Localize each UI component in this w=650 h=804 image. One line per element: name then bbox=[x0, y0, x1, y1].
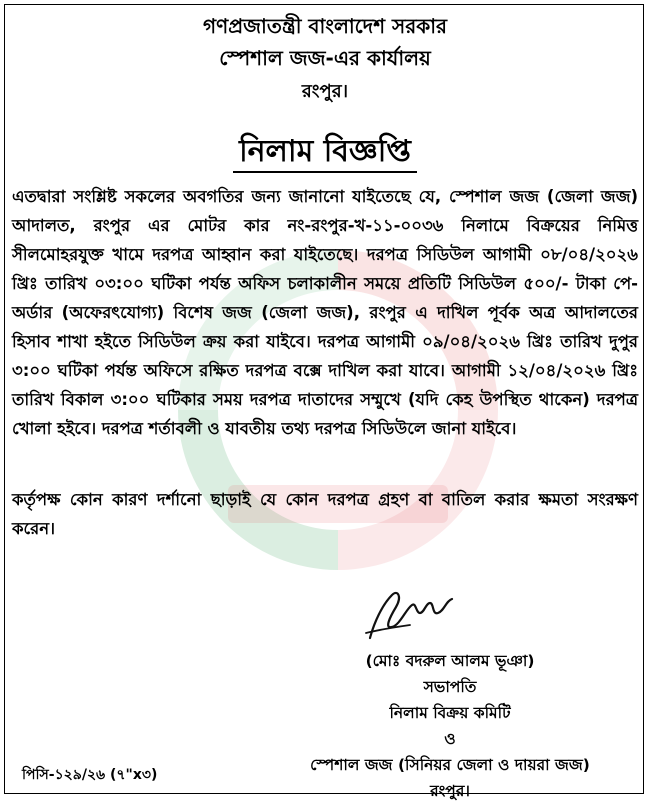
notice-title-text: নিলাম বিজ্ঞপ্তি bbox=[233, 134, 417, 173]
government-name: গণপ্রজাতন্ত্রী বাংলাদেশ সরকার bbox=[203, 14, 447, 38]
notice-title bbox=[0, 127, 650, 178]
office-location: রংপুর। bbox=[301, 81, 349, 102]
publication-code: পিসি-১২৯/২৬ (৭"x৩) bbox=[22, 767, 158, 783]
signatory-block bbox=[260, 648, 640, 804]
notice-paragraph-main: এতদ্বারা সংশ্লিষ্ট সকলের অবগতির জন্য জানানো যাইতেছে যে, স্পেশাল জজ (জেলা জজ) আদালত, রংপুর এর মোটর কার নং-রংপুর-খ-১১-০০৩৬ নিলামে বিক্রয়ের নিমিত্ত সীলমোহরযুক্ত খামে দরপত্র আহ্বান করা যাইতেছে। দরপত্র সিডিউল আগামী ০৮/০৪/২০২৬ খ্রিঃ তারিখ ০৩:০০ ঘটিকা পর্যন্ত অফিস চলাকালীন সময়ে প্রতিটি সিডিউল ৫০০/- টাকা পে-অর্ডার (অফেরৎযোগ্য) বিশেষ জজ (জেলা জজ), রংপুর এ দাখিল পূর্বক অত্র আদালতের হিসাব শাখা হইতে সিডিউল ক্রয় করা যাইবে। দরপত্র আগামী ০৯/০৪/২০২৬ খ্রিঃ তারিখ দুপুর ৩:০০ ঘটিকা পর্যন্ত অফিসে রক্ষিত দরপত্র বক্সে দাখিল করা যাবে। আগামী ১২/০৪/২০২৬ খ্রিঃ তারিখ বিকাল ৩:০০ ঘটিকার সময় দরপত্র দাতাদের সম্মুখে (যদি কেহ উপস্থিত থাকেন) দরপত্র খোলা হইবে। দরপত্র শর্তাবলী ও যাবতীয় তথ্য দরপত্র সিডিউলে জানা যাইবে। bbox=[12, 187, 638, 438]
signatory-designation: স্পেশাল জজ (সিনিয়র জেলা ও দায়রা জজ) bbox=[310, 756, 590, 774]
signatory-place: রংপুর। bbox=[430, 782, 470, 800]
signature-mark bbox=[362, 583, 472, 645]
signatory-role: সভাপতি bbox=[423, 678, 477, 696]
signatory-conjunction: ও bbox=[444, 730, 456, 748]
office-name: স্পেশাল জজ-এর কার্যালয় bbox=[219, 46, 431, 70]
signatory-committee: নিলাম বিক্রয় কমিটি bbox=[389, 704, 511, 722]
signatory-name: (মোঃ বদরুল আলম ভূঞা) bbox=[365, 652, 535, 670]
notice-paragraph-authority: কর্তৃপক্ষ কোন কারণ দর্শানো ছাড়াই যে কোন দরপত্র গ্রহণ বা বাতিল করার ক্ষমতা সংরক্ষণ করেন। bbox=[12, 490, 638, 538]
